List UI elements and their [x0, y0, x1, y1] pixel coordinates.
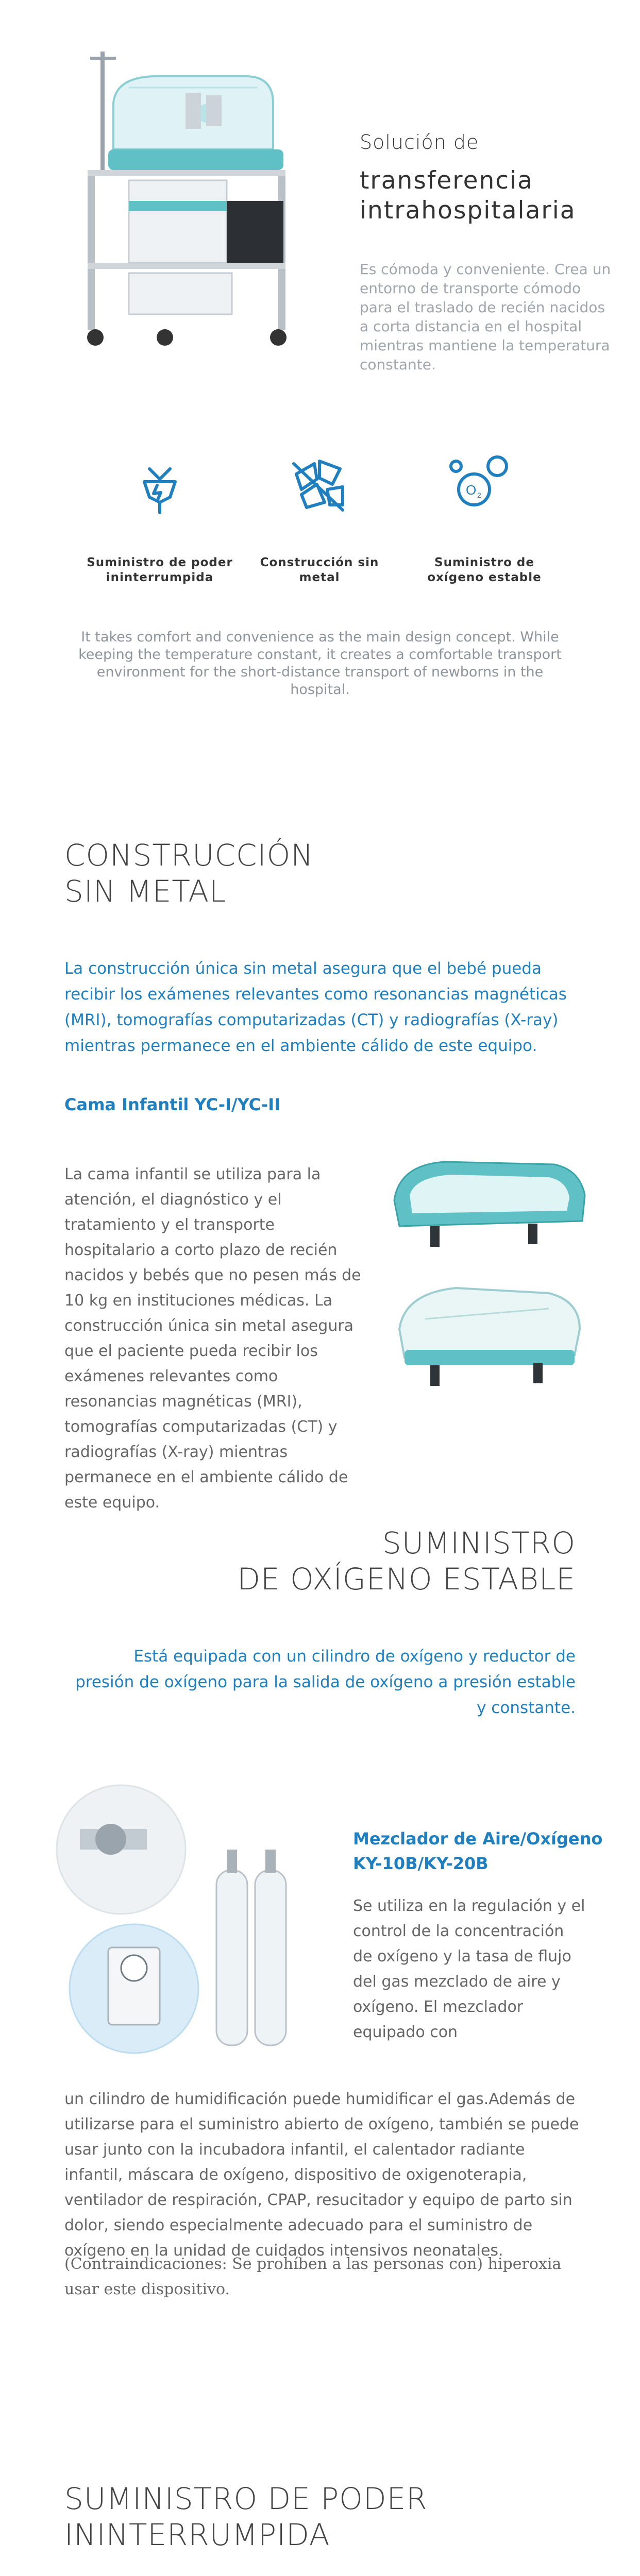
feature-label-power: Suministro de poder ininterrumpida: [87, 556, 233, 584]
plug-power-icon: [124, 453, 196, 515]
infant-bed-images: [384, 1149, 590, 1401]
hero-description: Es cómoda y conveniente. Crea un entorno de transporte cómodo para el traslado de recién nacidos a corta distancia en el hospital mientras mantiene la temperatura constante.: [360, 261, 611, 373]
section2-intro: Está equipada con un cilindro de oxígeno y reductor de presión de oxígeno para la salida de oxígeno a presión estable y constante.: [75, 1647, 576, 1717]
oxygen-equipment-images: [49, 1783, 338, 2056]
section2-contraindications: (Contraindicaciones: Se prohíben a las personas con) hiperoxia usar este dispositivo.: [64, 2255, 562, 2298]
section3-title: SUMINISTRO DE PODER ININTERRUMPIDA: [64, 2481, 428, 2552]
feature-label-metal: Construcción sin metal: [260, 556, 379, 584]
section2-title: SUMINISTRO DE OXÍGENO ESTABLE: [237, 1526, 576, 1597]
svg-text:2: 2: [477, 491, 481, 499]
hero-title-line3: intrahospitalaria: [360, 196, 576, 225]
broken-metal-icon: [283, 453, 356, 515]
hero-product-image: [52, 46, 289, 355]
feature-label-oxygen: Suministro de oxígeno estable: [427, 556, 542, 584]
oxygen-bubbles-icon: [443, 453, 515, 515]
section2-body-side: Se utiliza en la regulación y el control de la concentración de oxígeno y la tasa de flujo del gas mezclado de aire y oxígeno. El mezclador equipado con: [353, 1897, 585, 2041]
section1-body: La cama infantil se utiliza para la atención, el diagnóstico y el tratamiento y el transporte hospitalario a corto plazo de recién nacidos y bebés que no pesen más de 10 kg en instituciones médicas. La construcción única sin metal asegura que el paciente pueda recibir los exámenes relevantes como resonancias magnéticas (MRI), tomografías computarizadas (CT) y radiografías (X-ray) mientras permanece en el ambiente cálido de este equipo.: [64, 1165, 361, 1512]
section2-product: Mezclador de Aire/Oxígeno KY-10B/KY-20B: [353, 1829, 603, 1873]
section1-product: Cama Infantil YC-I/YC-II: [64, 1095, 280, 1114]
section1-intro: La construcción única sin metal asegura que el bebé pueda recibir los exámenes relevantes como resonancias magnéticas (MRI), tomografías computarizadas (CT) y radiografías (X-ray) mientras permanece en el ambiente cálido de este equipo.: [64, 959, 567, 1055]
hero-title-line2: transferencia: [360, 166, 533, 195]
english-intro: It takes comfort and convenience as the main design concept. While keeping the temperature constant, it creates a comfortable transport environment for the short-distance transport of newborns in the hospital.: [78, 629, 562, 698]
svg-text:O: O: [466, 482, 477, 498]
section2-body-full: un cilindro de humidificación puede humidificar el gas.Además de utilizarse para el suministro abierto de oxígeno, también se puede usar junto con la incubadora infantil, el calentador radiante infantil, máscara de oxígeno, dispositivo de oxigenoterapia, ventilador de respiración, CPAP, resucitador y equipo de parto sin dolor, siendo especialmente adecuado para el suministro de oxígeno en la unidad de cuidados intensivos neonatales.: [64, 2090, 579, 2260]
hero-title-line1: Solución de: [360, 131, 479, 154]
section1-title: CONSTRUCCIÓN SIN METAL: [64, 838, 314, 909]
